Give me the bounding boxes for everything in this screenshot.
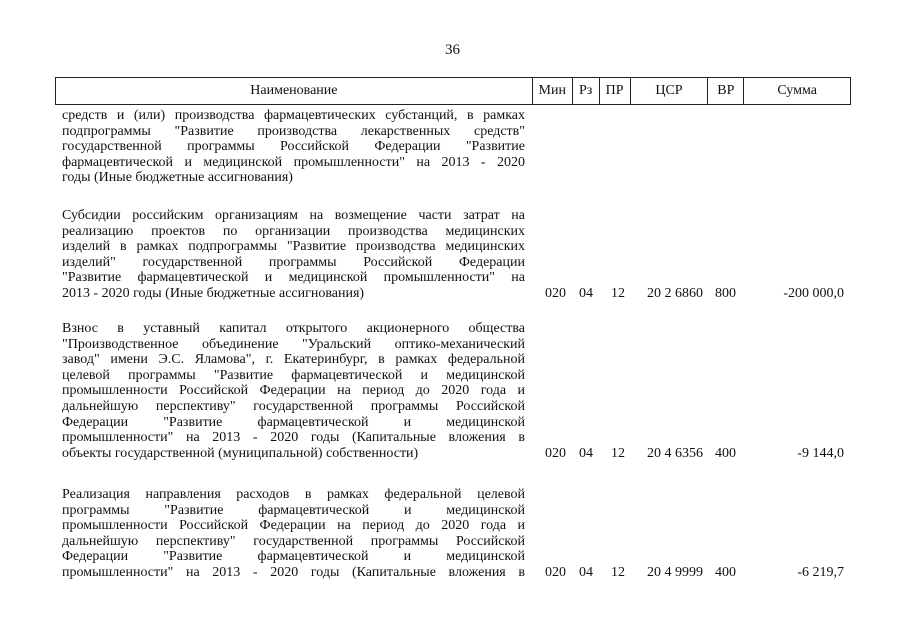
page-number: 36 [445,42,460,58]
header-pr: ПР [599,78,630,104]
header-name: Наименование [250,83,338,98]
row-name-line: подпрограммы "Развитие производства лекарственных средств" [62,123,525,139]
row-name-line: государственной программы Российской Федерации "Развитие [62,139,525,155]
row-name-line: "Развитие фармацевтической и медицинской промышленности" на [62,270,525,286]
row-name-line: реализацию проектов по организации производства медицинских [62,223,525,239]
header-csr: ЦСР [630,78,708,104]
cell-csr: 20 4 6356 [647,445,703,461]
row-name-line: изделий" государственной программы Российской Федерации [62,254,525,270]
cell-sum: -200 000,0 [783,286,844,301]
row-name-line: Реализация направления расходов в рамках федеральной целевой [62,487,525,502]
cell-vr: 400 [715,565,736,580]
row-name-line: Федерации "Развитие фармацевтической и медицинской [62,414,525,430]
row-name-line: 2013 - 2020 годы (Иные бюджетные ассигнования) [62,285,365,301]
cell-csr: 20 2 6860 [647,286,703,301]
row-name-line: Федерации "Развитие фармацевтической и медицинской [62,549,525,565]
row-name-line: Взнос в уставный капитал открытого акционерного общества [62,321,525,336]
header-rz: Рз [572,78,599,104]
cell-vr: 800 [715,286,736,301]
table-row [62,321,852,461]
table-row [62,108,852,186]
row-name [62,108,525,186]
cell-sum: -9 144,0 [797,445,844,461]
cell-vr: 400 [715,445,736,461]
header-sum: Сумма [743,78,850,104]
cell-min: 020 [545,286,566,301]
cell-pr: 12 [611,286,625,301]
cell-sum: -6 219,7 [797,565,844,580]
header-vr: ВР [707,78,743,104]
row-name-line: промышленности" на 2013 - 2020 годы (Капитальные вложения в [62,564,525,580]
row-name-line: "Производственное объединение "Уральский оптико-механический [62,336,525,352]
row-name-line: дальнейшую перспективу" государственной программы Российской [62,533,525,549]
row-name-line: промышленности" на 2013 - 2020 годы (Капитальные вложения в [62,430,525,446]
row-name-line: годы (Иные бюджетные ассигнования) [62,170,293,186]
row-name-line: завод" имени Э.С. Яламова", г. Екатеринбург, в рамках федеральной [62,352,525,368]
row-name-line: Субсидии российским организациям на возмещение части затрат на [62,208,525,223]
cell-csr: 20 4 9999 [647,565,703,580]
row-codes [62,446,852,462]
row-name-line: объекты государственной (муниципальной) собственности) [62,445,419,461]
cell-min: 020 [545,445,566,461]
table-row [62,487,852,581]
table-row [62,208,852,302]
cell-rz: 04 [579,565,593,580]
cell-rz: 04 [579,445,593,461]
row-name-line: программы "Развитие фармацевтической и медицинской [62,502,525,518]
row-name-line: средств и (или) производства фармацевтических субстанций, в рамках [62,108,525,123]
row-codes [62,286,852,302]
row-name-line: целевой программы "Развитие фармацевтической и медицинской [62,367,525,383]
row-name [62,321,525,461]
header-min: Мин [532,78,572,104]
row-name-line: промышленности Российской Федерации на период до 2020 года и [62,518,525,534]
cell-rz: 04 [579,286,593,301]
row-name-line: изделий в рамках подпрограммы "Развитие производства медицинских [62,239,525,255]
cell-pr: 12 [611,445,625,461]
row-name-line: промышленности Российской Федерации на период до 2020 года и [62,383,525,399]
row-name-line: фармацевтической и медицинской промышленности" на 2013 - 2020 [62,154,525,170]
row-name-line: дальнейшую перспективу" государственной программы Российской [62,398,525,414]
row-codes [62,565,852,581]
cell-pr: 12 [611,565,625,580]
table-header [55,77,851,105]
cell-min: 020 [545,565,566,580]
